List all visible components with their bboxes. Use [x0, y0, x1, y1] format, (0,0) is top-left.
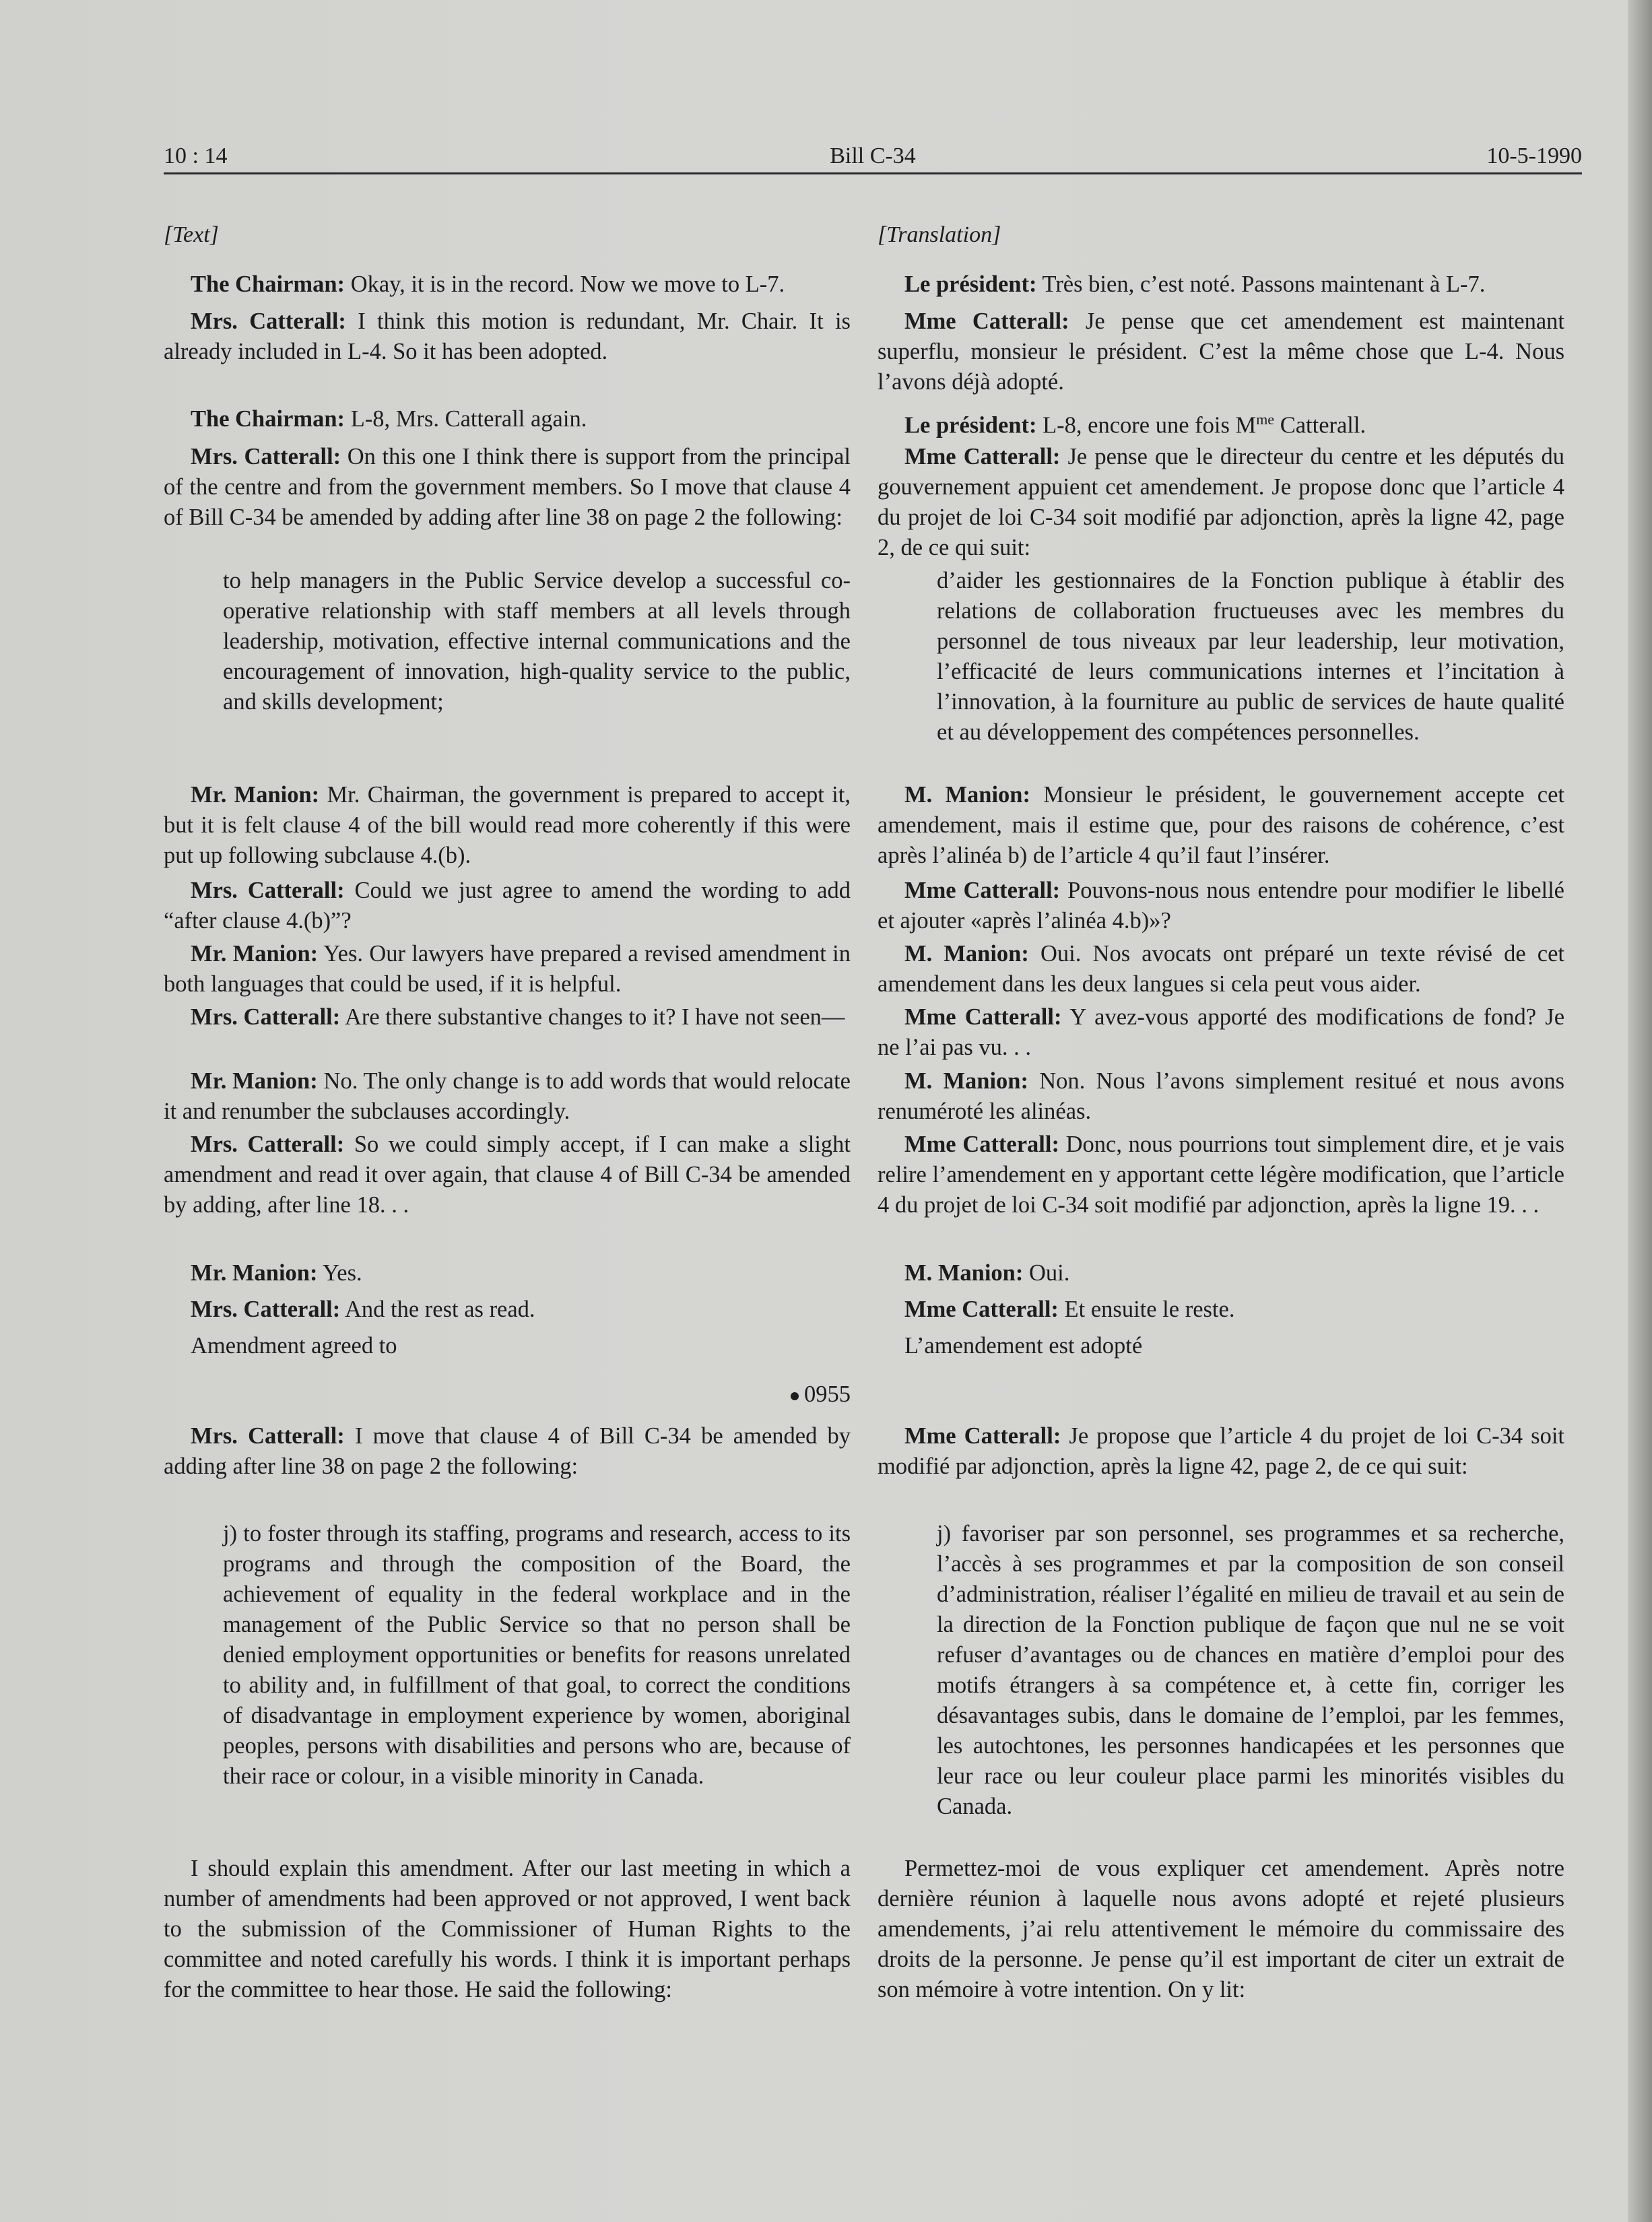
- speech-text: So we could simply accept, if I can make a slight amendment and read it over again, that clause 4 of Bill C-34 be amended by adding, after line 18. . .: [164, 1132, 851, 1218]
- speaker: M. Manion:: [904, 782, 1030, 808]
- speaker: Mr. Manion:: [191, 941, 319, 967]
- paragraph: [878, 1331, 1564, 1361]
- column-label: [Translation]: [878, 222, 1001, 247]
- speech-text: And the rest as read.: [340, 1297, 535, 1322]
- speaker: Le président:: [904, 271, 1037, 297]
- speaker: Mme Catterall:: [904, 308, 1069, 334]
- speech-text: Mr. Chairman, the government is prepared to accept it, but it is felt clause 4 of the bill would read more coherently if this were put up following subclause 4.(b).: [164, 782, 851, 868]
- speech-text: L-8, encore une fois M: [1036, 412, 1257, 438]
- speech-text: Pouvons-nous nous entendre pour modifier le libellé et ajouter «après l’alinéa 4.b)»?: [878, 878, 1564, 934]
- speaker: M. Manion:: [904, 1068, 1028, 1094]
- speech-text: Et ensuite le reste.: [1058, 1297, 1235, 1322]
- paragraph: [164, 876, 851, 936]
- speaker: Mrs. Catterall:: [191, 878, 345, 903]
- speaker: Mrs. Catterall:: [191, 1132, 345, 1157]
- speaker: The Chairman:: [191, 271, 345, 297]
- speech-text: Je pense que le directeur du centre et les députés du gouvernement appuient cet amendement. Je propose donc que l’article 4 du projet de loi C-34 soit modifié par adjonction, après la ligne 42, page 2, de ce qui suit:: [878, 444, 1564, 560]
- speech-text: Y avez-vous apporté des modifications de fond? Je ne l’ai pas vu. . .: [878, 1004, 1565, 1060]
- page-number: 10 : 14: [164, 143, 228, 168]
- speaker: Mrs. Catterall:: [191, 1423, 345, 1449]
- speaker: Mme Catterall:: [904, 444, 1061, 469]
- speech-text: Yes.: [317, 1260, 362, 1286]
- speaker: Mr. Manion:: [191, 1260, 318, 1286]
- speech-text: Oui.: [1023, 1260, 1070, 1286]
- paragraph: Le président: L-8, encore une fois $M^{me}$ Catterall.: [904, 411, 1366, 438]
- column-label: [Text]: [164, 222, 219, 247]
- motion-result: L’amendement est adopté: [904, 1333, 1143, 1359]
- english-column: [164, 0, 851, 2222]
- paragraph: [878, 442, 1564, 563]
- speech-text: Monsieur le président, le gouvernement accepte cet amendement, mais il estime que, pour des raisons de cohérence, c’est après l’alinéa b) de l’article 4 qu’il faut l’insérer.: [878, 782, 1565, 868]
- quoted-amendment: d’aider les gestionnaires de la Fonction publique à établir des relations de collaboration fructueuses avec les membres du personnel de tous niveaux par leur leadership, leur motivation, l’efficacité de leurs communications internes et l’incitation à l’innovation, à la fourniture au public de services de haute qualité et au développement des compétences personnelles.: [937, 568, 1564, 745]
- french-column: [878, 0, 1564, 2222]
- speech-text: I move that clause 4 of Bill C-34 be amended by adding after line 38 on page 2 the following:: [164, 1423, 851, 1479]
- paragraph: [164, 269, 851, 300]
- paragraph: I should explain this amendment. After our last meeting in which a number of amendments had been approved or not approved, I went back to the submission of the Commissioner of Human Rights to the committee and noted carefully his words. I think it is important perhaps for the committee to hear those. He said the following:: [164, 1856, 851, 2002]
- speech-text: Je pense que cet amendement est maintenant superflu, monsieur le président. C’est la même chose que L-4. Nous l’avons déjà adopté.: [878, 308, 1564, 395]
- paragraph: [878, 1295, 1564, 1325]
- paragraph: [878, 1066, 1564, 1127]
- speech-text: Je propose que l’article 4 du projet de loi C-34 soit modifié par adjonction, après la ligne 42, page 2, de ce qui suit:: [878, 1423, 1564, 1479]
- paragraph: [878, 1421, 1564, 1482]
- paragraph: Permettez-moi de vous expliquer cet amendement. Après notre dernière réunion à laquelle nous avons adopté et rejeté plusieurs amendements, j’ai relu attentivement le mémoire du commissaire des droits de la personne. Je pense qu’il est important de citer un extrait de son mémoire à votre intention. On y lit:: [878, 1856, 1564, 2002]
- speaker: Mme Catterall:: [904, 1423, 1061, 1449]
- quoted-amendment: j) to foster through its staffing, programs and research, access to its programs and through the composition of the Board, the achievement of equality in the federal workplace and in the management of the Public Service so that no person shall be denied employment opportunities or benefits for reasons unrelated to ability and, in fulfillment of that goal, to correct the conditions of disadvantage in employment experience by women, aboriginal peoples, persons with disabilities and persons who are, because of their race or colour, in a visible minority in Canada.: [223, 1521, 851, 1789]
- paragraph: [878, 939, 1564, 1000]
- speech-text: Okay, it is in the record. Now we move to L-7.: [345, 271, 785, 297]
- time-mark: 0955: [791, 1379, 851, 1410]
- paragraph: [878, 306, 1564, 397]
- paragraph: [164, 1066, 851, 1127]
- paragraph: [164, 1002, 851, 1033]
- paragraph: [164, 404, 851, 434]
- header-date: 10-5-1990: [1486, 143, 1582, 168]
- speaker: Le président:: [904, 412, 1037, 438]
- bill-title: Bill C-34: [830, 143, 916, 168]
- speech-text: L-8, Mrs. Catterall again.: [345, 406, 587, 432]
- paragraph: [164, 306, 851, 367]
- speech-text: Yes. Our lawyers have prepared a revised amendment in both languages that could be used, if it is helpful.: [164, 941, 851, 997]
- book-spine-shadow: [1628, 0, 1652, 2222]
- bullet-icon: [791, 1392, 799, 1400]
- speaker: Mrs. Catterall:: [191, 1297, 341, 1322]
- quoted-amendment: j) favoriser par son personnel, ses programmes et sa recherche, l’accès à ses programmes et par la composition de son conseil d’administration, réaliser l’égalité en milieu de travail et au sein de la direction de la Fonction publique de façon que nul ne se voit refuser d’avantages ou de chances en matière d’emploi pour des motifs étrangers à sa compétence et, à cette fin, corriger les désavantages subis, dans le domaine de l’emploi, par les femmes, les autochtones, les personnes handicapées et les personnes que leur race ou leur couleur place parmi les minorités visibles du Canada.: [937, 1521, 1564, 1819]
- paragraph: [164, 780, 851, 871]
- motion-result: Amendment agreed to: [191, 1333, 397, 1359]
- speaker: The Chairman:: [191, 406, 345, 432]
- paragraph: [878, 876, 1564, 936]
- speaker: Mrs. Catterall:: [191, 444, 341, 469]
- paragraph: [878, 269, 1564, 300]
- paragraph: [878, 1130, 1564, 1220]
- paragraph: [164, 1421, 851, 1482]
- speaker: Mr. Manion:: [191, 1068, 318, 1094]
- speaker: Mme Catterall:: [904, 1297, 1059, 1322]
- speech-text: Oui. Nos avocats ont préparé un texte révisé de cet amendement dans les deux langues si cela peut vous aider.: [878, 941, 1564, 997]
- speech-text: Are there substantive changes to it? I have not seen—: [340, 1004, 845, 1030]
- speaker: Mr. Manion:: [191, 782, 320, 808]
- speech-text: I think this motion is redundant, Mr. Chair. It is already included in L-4. So it has been adopted.: [164, 308, 851, 364]
- paragraph: [164, 1331, 851, 1361]
- speaker: Mme Catterall:: [904, 878, 1061, 903]
- paragraph: [164, 1258, 851, 1288]
- quoted-amendment: to help managers in the Public Service develop a successful co-operative relationship with staff members at all levels through leadership, motivation, effective internal communications and the encouragement of innovation, high-quality service to the public, and skills development;: [223, 568, 851, 715]
- paragraph: [878, 1258, 1564, 1288]
- paragraph: [164, 1130, 851, 1220]
- paragraph: [878, 1002, 1564, 1063]
- speech-text: Donc, nous pourrions tout simplement dire, et je vais relire l’amendement en y apportant cette légère modification, que l’article 4 du projet de loi C-34 soit modifié par adjonction, après la ligne 19. . .: [878, 1132, 1565, 1218]
- paragraph: [164, 1295, 851, 1325]
- speaker: Mme Catterall:: [904, 1004, 1062, 1030]
- paragraph: [164, 939, 851, 1000]
- speaker: Mrs. Catterall:: [191, 308, 346, 334]
- superscript: me: [1256, 411, 1275, 428]
- speech-text: Non. Nous l’avons simplement resitué et nous avons renuméroté les alinéas.: [878, 1068, 1564, 1124]
- speech-text: No. The only change is to add words that would relocate it and renumber the subclauses accordingly.: [164, 1068, 851, 1124]
- speech-text: Could we just agree to amend the wording to add “after clause 4.(b)”?: [164, 878, 851, 934]
- speaker: Mrs. Catterall:: [191, 1004, 341, 1030]
- speaker: M. Manion:: [904, 941, 1029, 967]
- speaker: M. Manion:: [904, 1260, 1024, 1286]
- speaker: Mme Catterall:: [904, 1132, 1059, 1157]
- speech-text: Très bien, c’est noté. Passons maintenant à L-7.: [1036, 271, 1486, 297]
- paragraph: [164, 442, 851, 533]
- speech-text: On this one I think there is support from the principal of the centre and from the government members. So I move that clause 4 of Bill C-34 be amended by adding after line 38 on page 2 the following:: [164, 444, 851, 530]
- paragraph: [878, 780, 1564, 871]
